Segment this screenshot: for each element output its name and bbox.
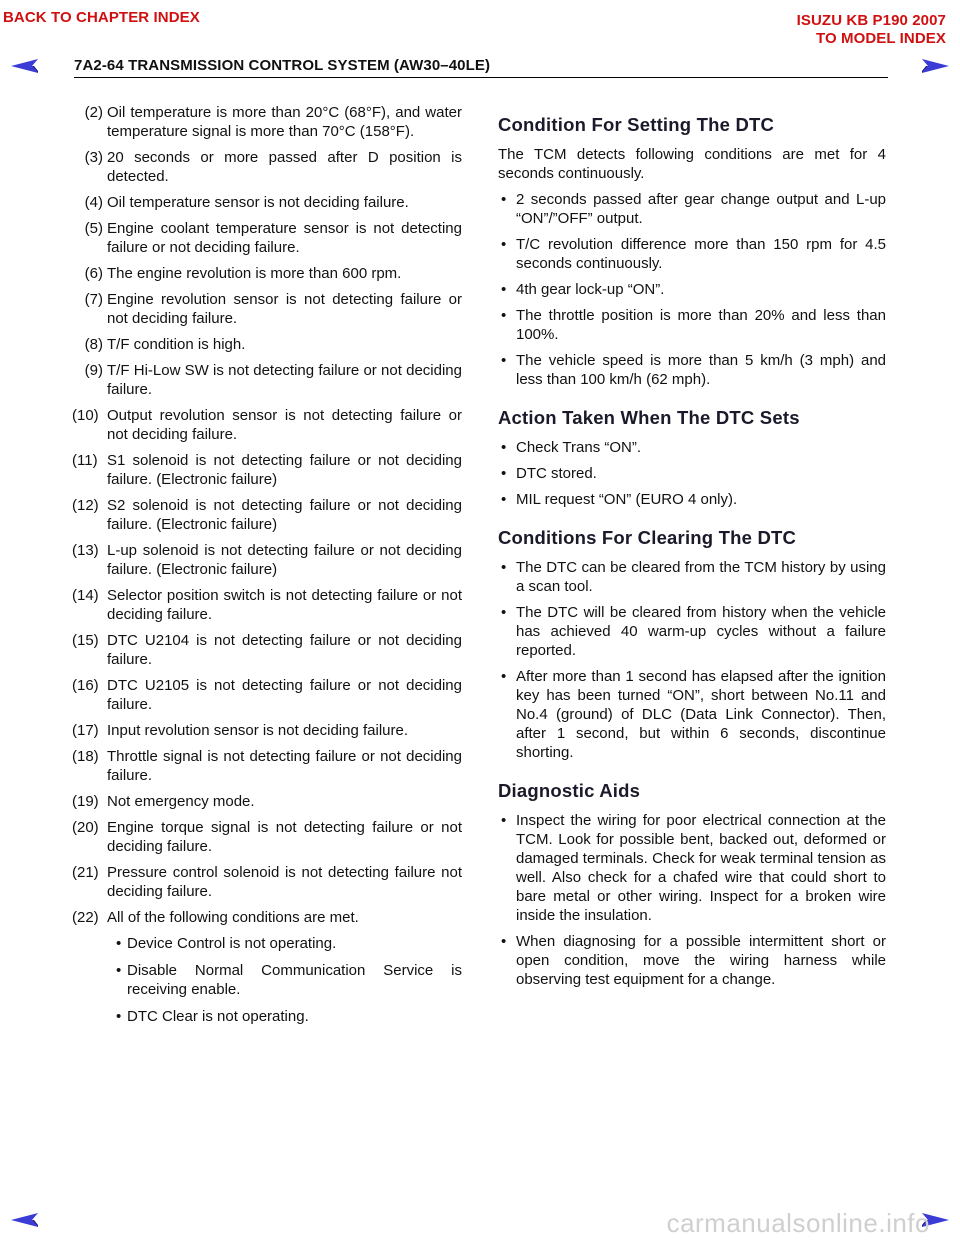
sub-item-text: Disable Normal Communication Service is receiving enable.: [127, 962, 462, 998]
bullet-text: When diagnosing for a possible intermittent short or open condition, move the wiring harness while observing test equipment for a change.: [516, 933, 886, 988]
condition-item: [72, 586, 462, 624]
bullet-icon: •: [501, 236, 507, 253]
condition-item: [72, 541, 462, 579]
item-text: Not emergency mode.: [107, 793, 255, 810]
sub-condition-item: [75, 961, 462, 999]
item-number: (15): [72, 632, 99, 649]
bullet-text: DTC stored.: [516, 465, 597, 482]
condition-item: [72, 451, 462, 489]
prev-page-arrow-bottom-icon[interactable]: [10, 1212, 40, 1228]
item-number: (5): [84, 220, 103, 237]
item-text: Pressure control solenoid is not detecting failure not deciding failure.: [107, 864, 462, 900]
item-number: (7): [84, 291, 103, 308]
item-number: (19): [72, 793, 99, 810]
item-text: Output revolution sensor is not detecting failure or not deciding failure.: [107, 407, 462, 443]
sub-condition-item: [75, 1007, 462, 1026]
item-number: (22): [72, 909, 99, 926]
item-number: (4): [84, 194, 103, 211]
bullet-text: The throttle position is more than 20% and less than 100%.: [516, 307, 886, 343]
item-text: S1 solenoid is not detecting failure or not deciding failure. (Electronic failure): [107, 452, 462, 488]
item-number: (12): [72, 497, 99, 514]
section-heading-clearing: Conditions For Clearing The DTC: [498, 527, 797, 548]
bullet-icon: •: [116, 1008, 122, 1025]
aids-bullet: [498, 811, 886, 925]
prev-page-arrow-icon[interactable]: [10, 58, 40, 74]
to-model-index-link[interactable]: TO MODEL INDEX: [815, 30, 946, 47]
bullet-icon: •: [501, 812, 507, 829]
sub-condition-item: [75, 934, 462, 953]
bullet-icon: •: [501, 933, 507, 950]
condition-item: [72, 496, 462, 534]
condition-item: [75, 264, 462, 283]
item-number: (6): [84, 265, 103, 282]
item-text: 20 seconds or more passed after D position is detected.: [107, 149, 462, 185]
item-text: T/F Hi-Low SW is not detecting failure or not deciding failure.: [107, 362, 462, 398]
condition-item: [72, 406, 462, 444]
bullet-text: T/C revolution difference more than 150 rpm for 4.5 seconds continuously.: [516, 236, 886, 272]
bullet-text: MIL request “ON” (EURO 4 only).: [516, 491, 738, 508]
condition-item: [72, 721, 462, 740]
item-number: (18): [72, 748, 99, 765]
item-number: (14): [72, 587, 99, 604]
bullet-text: 2 seconds passed after gear change output and L-up “ON”/”OFF” output.: [516, 191, 886, 227]
item-text: Throttle signal is not detecting failure or not deciding failure.: [107, 748, 462, 784]
bullet-icon: •: [501, 604, 507, 621]
bullet-text: The DTC can be cleared from the TCM history by using a scan tool.: [516, 559, 886, 595]
item-text: Input revolution sensor is not deciding failure.: [107, 722, 409, 739]
item-text: Oil temperature sensor is not deciding failure.: [107, 194, 409, 211]
bullet-icon: •: [501, 491, 507, 508]
item-number: (13): [72, 542, 99, 559]
condition-item: [75, 335, 462, 354]
condition-item: [72, 818, 462, 856]
condition-item: [75, 290, 462, 328]
bullet-icon: •: [501, 439, 507, 456]
item-text: S2 solenoid is not detecting failure or not deciding failure. (Electronic failure): [107, 497, 462, 533]
condition-item: [72, 792, 462, 811]
item-number: (16): [72, 677, 99, 694]
watermark-text: carmanualsonline.info: [666, 1208, 930, 1238]
bullet-text: After more than 1 second has elapsed after the ignition key has been turned “ON”, short between No.11 and No.4 (ground) of DLC (Data Link Connector). Then, after 1 second, but within 6 seconds, discontinue shorting.: [516, 668, 886, 761]
bullet-text: Check Trans “ON”.: [516, 439, 642, 456]
item-text: Engine revolution sensor is not detecting failure or not deciding failure.: [107, 291, 462, 327]
condition-item: [75, 361, 462, 399]
item-number: (8): [84, 336, 103, 353]
bullet-icon: •: [501, 465, 507, 482]
next-page-arrow-icon[interactable]: [920, 58, 950, 74]
condition-item: [72, 908, 462, 927]
condition-item: [72, 631, 462, 669]
setting-intro: The TCM detects following conditions are met for 4 seconds continuously.: [498, 146, 886, 182]
bullet-text: The DTC will be cleared from history when the vehicle has achieved 40 warm-up cycles without a failure reported.: [516, 604, 886, 659]
bullet-icon: •: [501, 352, 507, 369]
bullet-text: Inspect the wiring for poor electrical connection at the TCM. Look for possible bent, backed out, deformed or damaged terminals. Check for weak terminal tension as well. Also check for a chafed wire that could short to bare metal or other wiring. Inspect for a broken wire inside the insulation.: [516, 812, 886, 924]
condition-item: [75, 148, 462, 186]
action-bullet: [498, 438, 886, 457]
section-heading-action: Action Taken When The DTC Sets: [498, 407, 800, 428]
setting-bullet: [498, 306, 886, 344]
item-text: Engine coolant temperature sensor is not detecting failure or not deciding failure.: [107, 220, 462, 256]
action-bullet: [498, 464, 886, 483]
back-to-chapter-index-link[interactable]: BACK TO CHAPTER INDEX: [3, 9, 200, 26]
page-header-title: 7A2-64 TRANSMISSION CONTROL SYSTEM (AW30–40LE): [74, 57, 491, 74]
clearing-bullet: [498, 667, 886, 762]
item-text: T/F condition is high.: [107, 336, 246, 353]
item-number: (11): [72, 452, 98, 469]
item-number: (2): [84, 104, 103, 121]
item-text: Selector position switch is not detecting failure or not deciding failure.: [107, 587, 462, 623]
bullet-text: The vehicle speed is more than 5 km/h (3 mph) and less than 100 km/h (62 mph).: [516, 352, 886, 388]
setting-bullet: [498, 235, 886, 273]
item-number: (20): [72, 819, 99, 836]
item-text: DTC U2104 is not detecting failure or not deciding failure.: [107, 632, 462, 668]
item-text: Oil temperature is more than 20°C (68°F), and water temperature signal is more than 70°C (158°F).: [107, 104, 462, 140]
item-number: (17): [72, 722, 99, 739]
condition-item: [75, 103, 462, 141]
condition-item: [75, 193, 462, 212]
item-number: (3): [84, 149, 103, 166]
bullet-icon: •: [501, 559, 507, 576]
item-text: The engine revolution is more than 600 rpm.: [107, 265, 402, 282]
item-number: (21): [72, 864, 99, 881]
header-divider: [74, 77, 888, 78]
right-column: [498, 113, 886, 996]
item-number: (9): [84, 362, 103, 379]
section-heading-setting: Condition For Setting The DTC: [498, 114, 775, 135]
condition-item: [72, 863, 462, 901]
sub-item-text: Device Control is not operating.: [127, 935, 337, 952]
clearing-bullet: [498, 558, 886, 596]
item-text: Engine torque signal is not detecting failure or not deciding failure.: [107, 819, 462, 855]
bullet-icon: •: [501, 191, 507, 208]
condition-item: [72, 747, 462, 785]
setting-bullet: [498, 190, 886, 228]
item-text: L-up solenoid is not detecting failure or not deciding failure. (Electronic failure): [107, 542, 462, 578]
clearing-bullet: [498, 603, 886, 660]
item-text: All of the following conditions are met.: [107, 909, 359, 926]
condition-item: [72, 676, 462, 714]
left-column: [72, 103, 462, 1034]
setting-bullet: [498, 280, 886, 299]
bullet-icon: •: [116, 962, 122, 979]
bullet-text: 4th gear lock-up “ON”.: [516, 281, 665, 298]
section-heading-aids: Diagnostic Aids: [498, 780, 641, 801]
bullet-icon: •: [501, 307, 507, 324]
condition-item: [75, 219, 462, 257]
sub-item-text: DTC Clear is not operating.: [127, 1008, 309, 1025]
item-number: (10): [72, 407, 99, 424]
bullet-icon: •: [116, 935, 122, 952]
item-text: DTC U2105 is not detecting failure or not deciding failure.: [107, 677, 462, 713]
aids-bullet: [498, 932, 886, 989]
bullet-icon: •: [501, 281, 507, 298]
action-bullet: [498, 490, 886, 509]
model-title-link[interactable]: ISUZU KB P190 2007: [796, 12, 946, 29]
setting-bullet: [498, 351, 886, 389]
bullet-icon: •: [501, 668, 507, 685]
